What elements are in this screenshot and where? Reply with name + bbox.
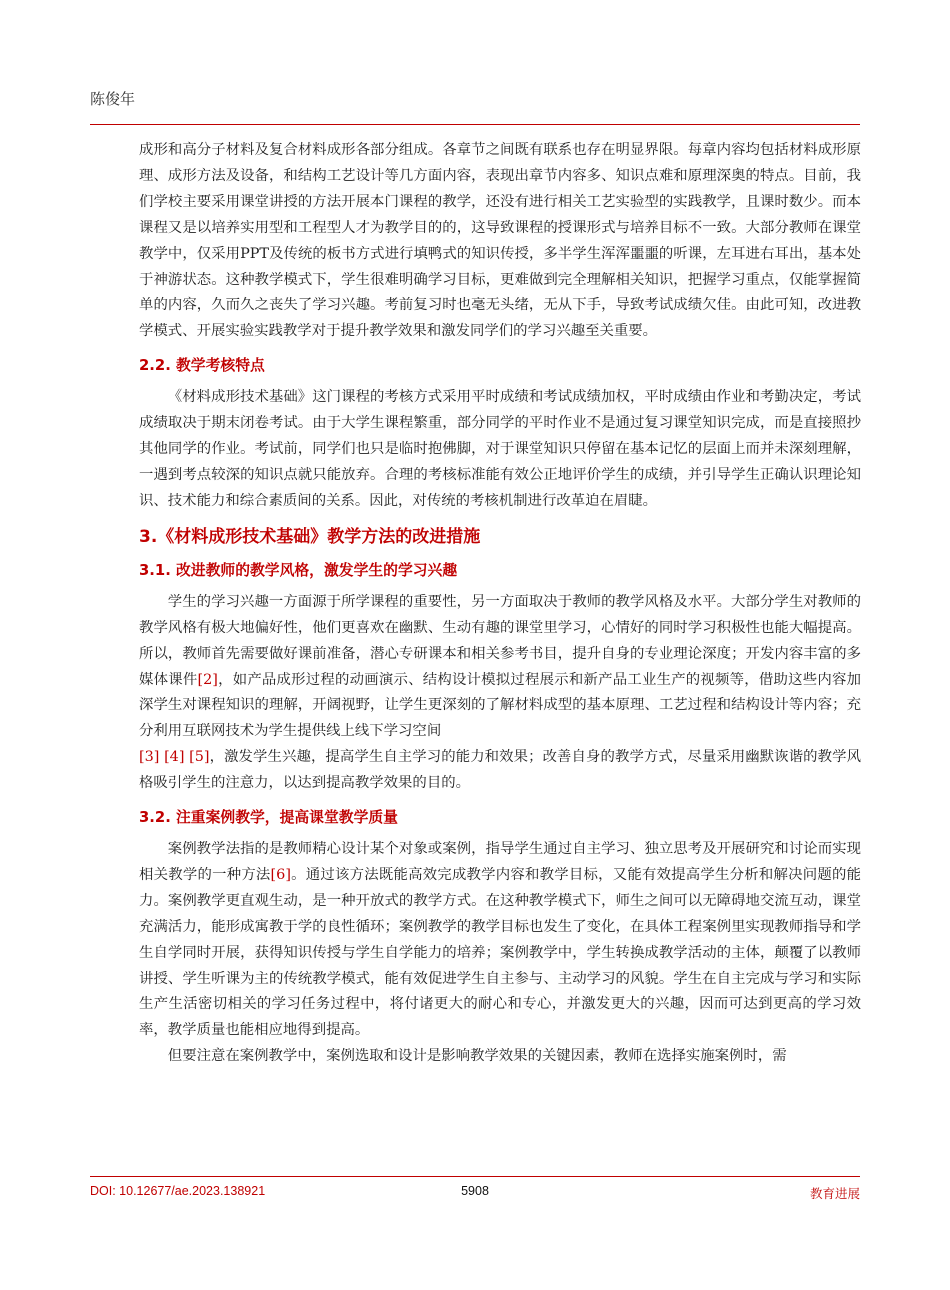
section-number: 3.2. bbox=[139, 809, 171, 827]
section-number: 3. bbox=[139, 526, 158, 547]
paragraph-course-structure: 成形和高分子材料及复合材料成形各部分组成。各章节之间既有联系也存在明显界限。每章内容均包括材料成形原理、成形方法及设备，和结构工艺设计等几方面内容，表现出章节内容多、知识点难和原理深奥的特点。目前，我们学校主要采用课堂讲授的方法开展本门课程的教学，还没有进行相关工艺实验型的实践教学，且课时数少。而本课程又是以培养实用型和工程型人才为教学目的的，这导致课程的授课形式与培养目标不一致。大部分教师在课堂教学中，仅采用PPT及传统的板书方式进行填鸭式的知识传授，多半学生浑浑噩噩的听课，左耳进右耳出，基本处于神游状态。这种教学模式下，学生很难明确学习目标，更难做到完全理解相关知识，把握学习重点，仅能掌握简单的内容，久而久之丧失了学习兴趣。考前复习时也毫无头绪，无从下手，导致考试成绩欠佳。由此可知，改进教学模式、开展实验实践教学对于提升教学效果和激发同学们的学习兴趣至关重要。 bbox=[139, 142, 861, 340]
section-number: 3.1. bbox=[139, 561, 171, 579]
paragraph-case-teaching bbox=[139, 837, 861, 1044]
paragraph-teaching-style bbox=[139, 590, 861, 797]
text-run: 。通过该方法既能高效完成教学内容和教学目标，又能有效提高学生分析和解决问题的能力。案例教学更直观生动，是一种开放式的教学方式。在这种教学模式下，师生之间可以无障碍地交流互动，课堂充满活力，能形成寓教于学的良性循环；案例教学的教学目标也发生了变化，在具体工程案例里实现教师指导和学生自学同时开展，获得知识传授与学生自学能力的培养；案例教学中，学生转换成教学活动的主体，颠覆了以教师讲授、学生听课为主的传统教学模式，能有效促进学生自主参与、主动学习的风貌。学生在自主完成与学习和实际生产生活密切相关的学习任务过程中，将付诸更大的耐心和专心，并激发更大的兴趣，因而可达到更高的学习效率，教学质量也能相应地得到提高。 bbox=[139, 866, 861, 1039]
section-heading-2-2 bbox=[139, 354, 861, 378]
paragraph-assessment: 《材料成形技术基础》这门课程的考核方式采用平时成绩和考试成绩加权，平时成绩由作业和考勤决定，考试成绩取决于期末闭卷考试。由于大学生课程繁重，部分同学的平时作业不是通过复习课堂知识完成，而是直接照抄其他同学的作业。考试前，同学们也只是临时抱佛脚，对于课堂知识只停留在基本记忆的层面上而并未深刻理解，一遇到考点较深的知识点就只能放弃。合理的考核标准能有效公正地评价学生的成绩，并引导学生正确认识理论知识、技术能力和综合素质间的关系。因此，对传统的考核机制进行改革迫在眉睫。 bbox=[139, 389, 861, 509]
text-run: ，激发学生兴趣，提高学生自主学习的能力和效果；改善自身的教学方式，尽量采用幽默诙谐的教学风格吸引学生的注意力，以达到提高教学效果的目的。 bbox=[139, 749, 862, 792]
page-number: 5908 bbox=[461, 1184, 489, 1198]
footer-rule bbox=[90, 1176, 860, 1177]
citation-link-2[interactable]: [2] bbox=[197, 671, 218, 688]
section-title: 改进教师的教学风格，激发学生的学习兴趣 bbox=[176, 561, 458, 579]
header-rule bbox=[90, 124, 860, 125]
citation-link-5[interactable]: [5] bbox=[189, 749, 210, 766]
citation-link-3[interactable]: [3] bbox=[139, 749, 160, 766]
article-body bbox=[139, 138, 861, 1070]
citation-link-6[interactable]: [6] bbox=[270, 866, 291, 883]
text-run: 学生的学习兴趣一方面源于所学课程的重要性，另一方面取决于教师的教学风格及水平。大部分学生对教师的教学风格有极大地偏好性，他们更喜欢在幽默、生动有趣的课堂里学习，心情好的同时学习积极性也能大幅提高。所以，教师首先需要做好课前准备，潜心专研课本和相关参考书目，提升自身的专业理论深度；开发内容丰富的多媒体课件 bbox=[139, 593, 861, 688]
section-title: 教学考核特点 bbox=[176, 357, 265, 375]
section-number: 2.2. bbox=[139, 357, 171, 375]
doi-link[interactable]: DOI: 10.12677/ae.2023.138921 bbox=[90, 1184, 266, 1198]
citation-link-4[interactable]: [4] bbox=[164, 749, 185, 766]
text-run: ，如产品成形过程的动画演示、结构设计模拟过程展示和新产品工业生产的视频等，借助这些内容加深学生对课程知识的理解，开阔视野，让学生更深刻的了解材料成型的基本原理、工艺过程和结构设计等内容；充分利用互联网技术为学生提供线上线下学习空间 bbox=[139, 671, 861, 740]
section-title: 《材料成形技术基础》教学方法的改进措施 bbox=[157, 526, 481, 547]
journal-name: 教育进展 bbox=[809, 1187, 860, 1201]
section-heading-3 bbox=[139, 524, 861, 550]
section-title: 注重案例教学，提高课堂教学质量 bbox=[176, 809, 398, 827]
section-heading-3-2 bbox=[139, 806, 861, 830]
running-header-author: 陈俊年 bbox=[90, 90, 136, 108]
paragraph-case-selection: 但要注意在案例教学中，案例选取和设计是影响教学效果的关键因素，教师在选择实施案例时，需 bbox=[167, 1048, 787, 1065]
page-footer bbox=[90, 1184, 860, 1204]
text-run: 案例教学法指的是教师精心设计某个对象或案例，指导学生通过自主学习、独立思考及开展研究和讨论而实现相关教学的一种方法 bbox=[139, 841, 861, 883]
section-heading-3-1 bbox=[139, 559, 861, 583]
